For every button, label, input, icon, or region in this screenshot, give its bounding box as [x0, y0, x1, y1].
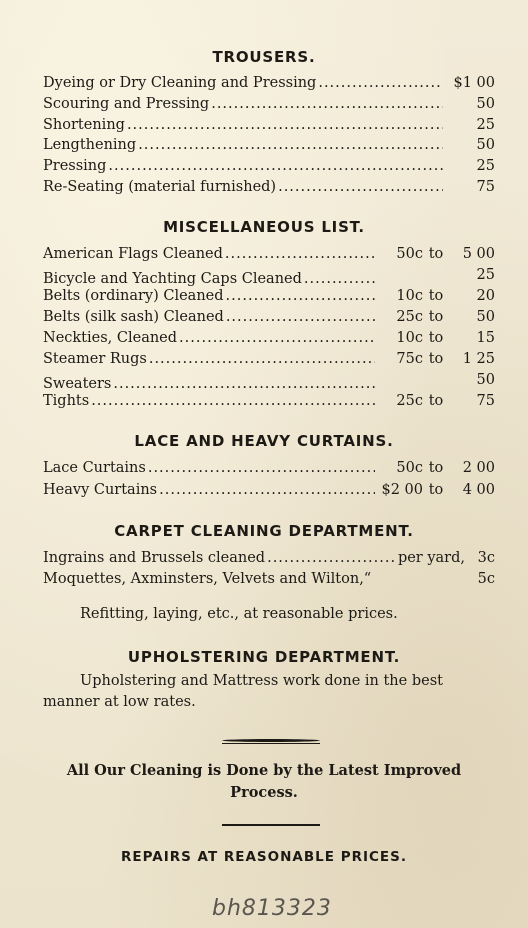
trousers-item	[43, 75, 495, 95]
miscellaneous-item-to: to	[428, 309, 444, 325]
trousers-item	[43, 158, 495, 178]
lace-curtains-heading: LACE AND HEAVY CURTAINS.	[134, 432, 394, 450]
carpet-item-unit: per yard,	[397, 550, 465, 566]
miscellaneous-item	[43, 351, 495, 371]
trousers-heading: TROUSERS.	[212, 48, 316, 66]
trousers-item-label: Re-Seating (material furnished)	[43, 179, 277, 195]
trousers-item-label: Dyeing or Dry Cleaning and Pressing	[43, 75, 317, 91]
miscellaneous-item-to: to	[428, 351, 444, 367]
miscellaneous-item-price: 5 00	[462, 246, 495, 262]
lace-item-to: to	[428, 482, 444, 498]
trousers-item	[43, 179, 495, 199]
leader-dots	[225, 246, 375, 262]
leader-dots	[226, 309, 375, 325]
miscellaneous-item	[43, 372, 495, 392]
leader-dots	[127, 117, 443, 133]
leader-dots	[148, 460, 375, 476]
miscellaneous-item	[43, 330, 495, 350]
miscellaneous-item-from	[377, 267, 423, 283]
carpet-item	[43, 550, 495, 570]
miscellaneous-item-from: 25c	[396, 393, 423, 409]
miscellaneous-item-label: Bicycle and Yachting Caps Cleaned	[43, 271, 302, 287]
miscellaneous-item	[43, 288, 495, 308]
leader-dots	[226, 288, 375, 304]
miscellaneous-item-to: to	[428, 288, 444, 304]
lace-item-to: to	[428, 460, 444, 476]
miscellaneous-item-from: 10c	[396, 330, 423, 346]
miscellaneous-item-price: 50	[476, 372, 495, 388]
leader-dots	[304, 271, 375, 287]
miscellaneous-heading: MISCELLANEOUS LIST.	[163, 218, 365, 236]
leader-dots	[211, 96, 443, 112]
miscellaneous-item-to: to	[428, 246, 444, 262]
miscellaneous-item-price: 15	[476, 330, 495, 346]
lace-item	[43, 460, 495, 480]
miscellaneous-item-label: American Flags Cleaned	[43, 246, 223, 262]
leader-dots	[267, 550, 396, 566]
statement-line2: Process.	[230, 784, 298, 801]
miscellaneous-item-to: to	[428, 330, 444, 346]
trousers-item-price: 75	[476, 179, 495, 195]
trousers-item	[43, 137, 495, 157]
lace-item-price: 4 00	[462, 482, 495, 498]
trousers-item-price: $1 00	[453, 75, 495, 91]
carpet-item-price: 5c	[477, 571, 495, 587]
miscellaneous-item-label: Sweaters	[43, 376, 112, 392]
miscellaneous-item	[43, 267, 495, 287]
upholstering-heading: UPHOLSTERING DEPARTMENT.	[127, 648, 401, 666]
statement-line1: All Our Cleaning is Done by the Latest Improved	[66, 762, 462, 779]
catalog-number: bh813323	[212, 896, 332, 921]
trousers-item-price: 50	[476, 137, 495, 154]
leader-dots	[91, 393, 375, 409]
upholstering-text-line1: Upholstering and Mattress work done in the best	[80, 673, 443, 689]
leader-dots	[108, 158, 443, 174]
miscellaneous-item-from: 75c	[396, 351, 423, 367]
carpet-item-label: Ingrains and Brussels cleaned	[43, 550, 266, 566]
miscellaneous-item-price: 1 25	[462, 351, 495, 367]
miscellaneous-item-label: Belts (ordinary) Cleaned	[43, 288, 224, 304]
leader-dots	[138, 137, 443, 153]
trousers-item-price: 25	[476, 158, 495, 175]
miscellaneous-item-to	[423, 372, 449, 388]
carpet-note: Refitting, laying, etc., at reasonable prices.	[80, 606, 398, 622]
leader-dots	[318, 75, 443, 91]
trousers-item-price: 50	[476, 95, 495, 112]
miscellaneous-item-from: 25c	[396, 309, 423, 325]
leader-dots	[159, 482, 375, 498]
trousers-item-price: 25	[476, 116, 495, 133]
upholstering-text-line2: manner at low rates.	[43, 694, 196, 710]
trousers-item	[43, 96, 495, 116]
miscellaneous-item-price: 50	[476, 309, 495, 325]
trousers-item-label: Pressing	[43, 158, 107, 175]
carpet-item-price: 3c	[477, 550, 495, 566]
trousers-item-label: Lengthening	[43, 137, 137, 154]
leader-dots	[278, 179, 443, 195]
miscellaneous-item-from: 10c	[396, 288, 423, 304]
leader-dots	[113, 376, 375, 392]
lace-item-from: 50c	[396, 460, 423, 476]
leader-dots	[149, 351, 375, 367]
miscellaneous-item	[43, 246, 495, 266]
miscellaneous-item	[43, 309, 495, 329]
miscellaneous-item-price: 25	[476, 267, 495, 283]
leader-dots	[179, 330, 375, 346]
lace-item-label: Heavy Curtains	[43, 482, 158, 498]
miscellaneous-item-to	[423, 267, 449, 283]
lace-item-label: Lace Curtains	[43, 460, 146, 476]
carpet-heading: CARPET CLEANING DEPARTMENT.	[114, 522, 414, 540]
lace-item-from: $2 00	[381, 482, 423, 498]
carpet-item	[43, 571, 495, 591]
footer-repairs: REPAIRS AT REASONABLE PRICES.	[121, 849, 407, 865]
lace-item	[43, 482, 495, 502]
trousers-item	[43, 117, 495, 137]
miscellaneous-item-to: to	[428, 393, 444, 409]
miscellaneous-item	[43, 393, 495, 413]
miscellaneous-item-from	[377, 372, 423, 388]
lace-item-price: 2 00	[462, 460, 495, 476]
miscellaneous-item-label: Tights	[43, 393, 90, 409]
trousers-item-label: Shortening	[43, 116, 125, 133]
miscellaneous-item-from: 50c	[396, 246, 423, 262]
carpet-item-label: Moquettes, Axminsters, Velvets and Wilton,“	[43, 571, 372, 587]
miscellaneous-item-label: Steamer Rugs	[43, 351, 147, 367]
miscellaneous-item-price: 75	[476, 393, 495, 409]
miscellaneous-item-label: Neckties, Cleaned	[43, 330, 178, 346]
miscellaneous-item-price: 20	[476, 288, 495, 304]
trousers-item-label: Scouring and Pressing	[43, 95, 210, 112]
miscellaneous-item-label: Belts (silk sash) Cleaned	[43, 309, 224, 325]
